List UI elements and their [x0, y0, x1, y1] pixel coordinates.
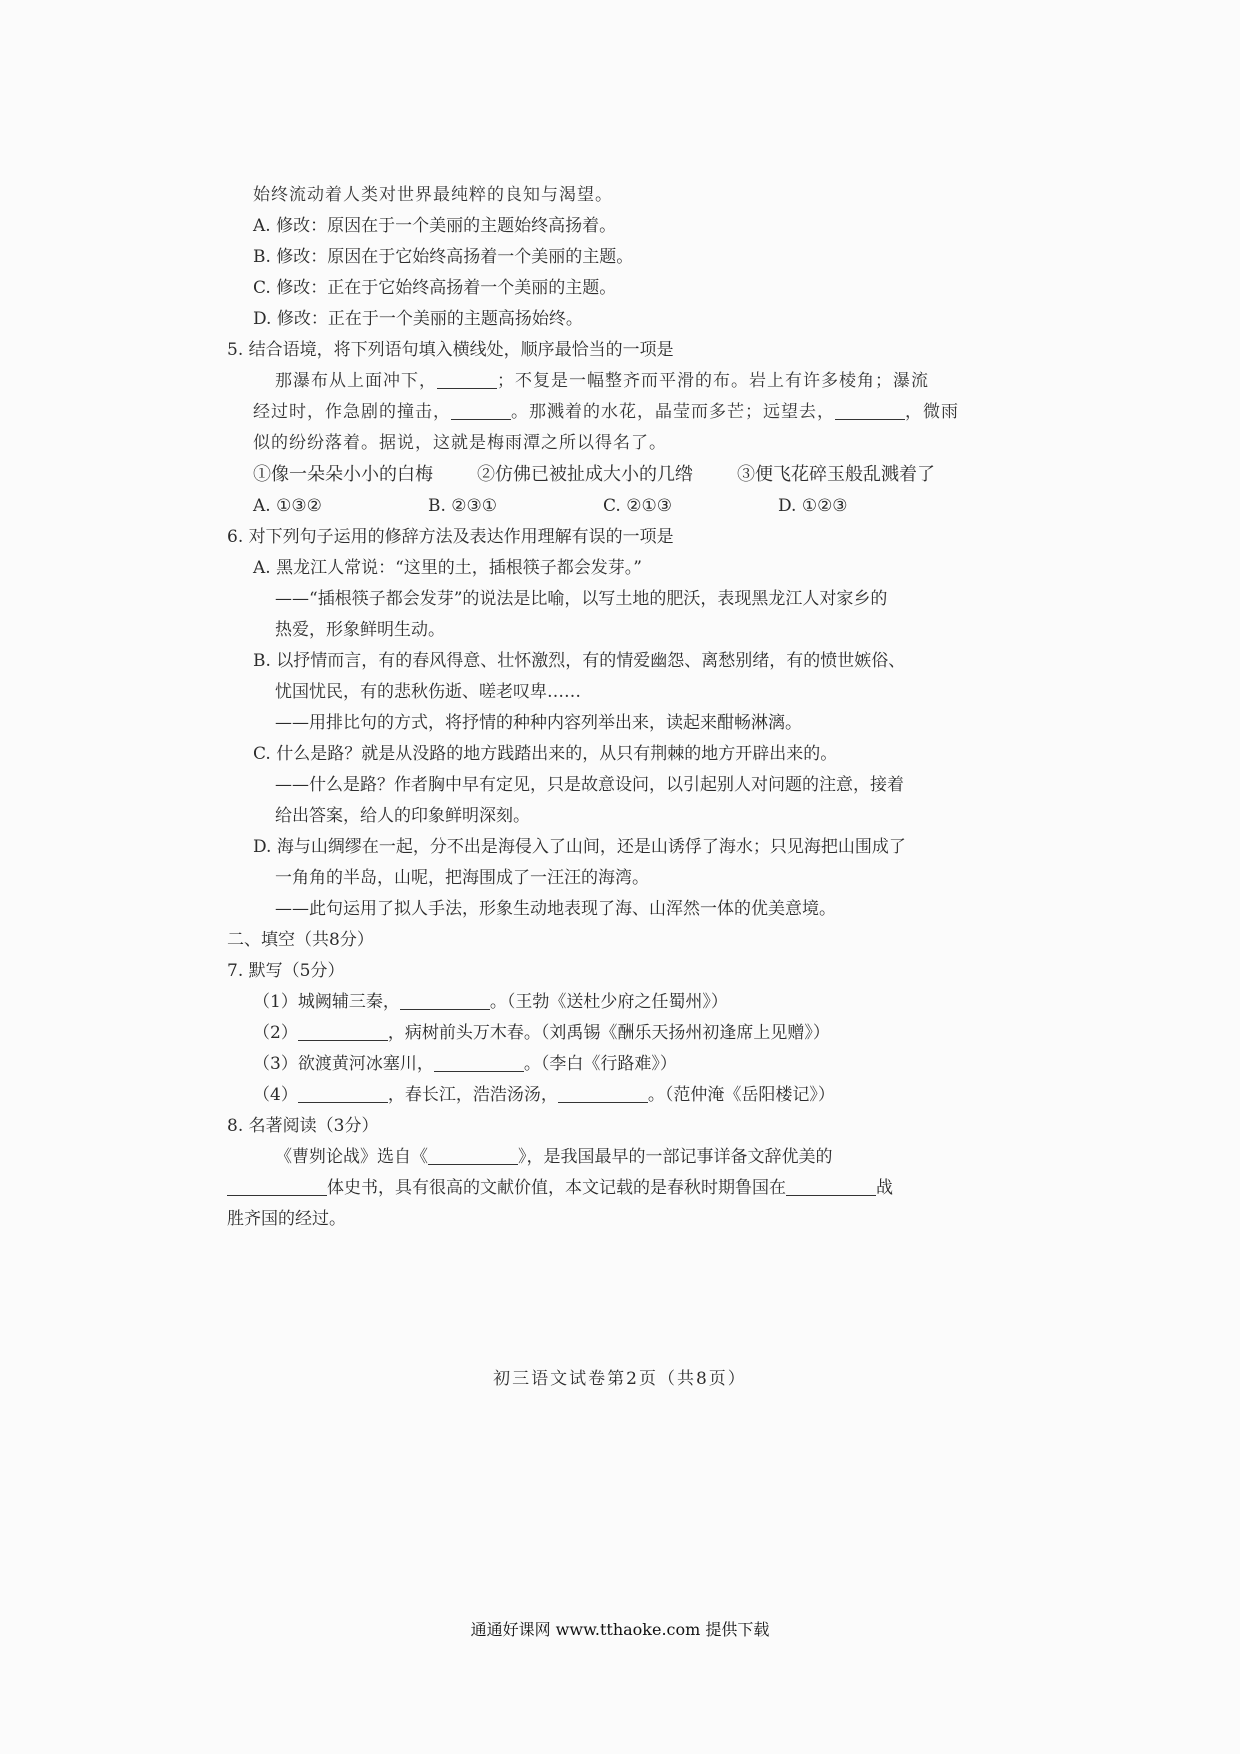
q5-phrase-3: ③便飞花碎玉般乱溅着了 — [737, 464, 935, 485]
q5-passage-text: 经过时，作急剧的撞击， — [253, 402, 451, 422]
q6-c-explain: ——什么是路？作者胸中早有定见，只是故意设问，以引起别人对问题的注意，接着 — [275, 775, 904, 795]
q8-text: 战 — [876, 1178, 893, 1198]
q7-item-2 — [227, 1018, 1007, 1049]
q6-stem: 6. 对下列句子运用的修辞方法及表达作用理解有误的一项是 — [227, 527, 674, 547]
q5-passage-line2 — [227, 397, 1007, 428]
q6-b-sentence: B. 以抒情而言，有的春风得意、壮怀激烈，有的情爱幽怨、离愁别绪，有的愤世嫉俗、 — [253, 651, 906, 671]
page-number-footer: 初三语文试卷第2页（共8页） — [493, 1369, 747, 1389]
q6-c-sentence: C. 什么是路？就是从没路的地方践踏出来的，从只有荆棘的地方开辟出来的。 — [253, 744, 838, 764]
q6-d-explain: ——此句运用了拟人手法，形象生动地表现了海、山浑然一体的优美意境。 — [275, 899, 836, 919]
q8-blank-1 — [428, 1144, 518, 1165]
q7-text: （2） — [253, 1023, 298, 1043]
q7-text: （4） — [253, 1085, 298, 1105]
q6-a-explain-cont: 热爱，形象鲜明生动。 — [275, 620, 445, 640]
q5-choice-d: D. ①②③ — [778, 496, 848, 516]
q6-b-explain: ——用排比句的方式，将抒情的种种内容列举出来，读起来酣畅淋漓。 — [275, 713, 802, 733]
q8-text: 》，是我国最早的一部记事详备文辞优美的 — [518, 1147, 833, 1167]
q8-line-3: 胜齐国的经过。 — [227, 1209, 346, 1229]
q5-choice-c: C. ②①③ — [603, 496, 672, 516]
q7-blank-3 — [434, 1051, 524, 1072]
q7-item-3 — [227, 1049, 1007, 1080]
q7-text: 。（李白《行路难》） — [523, 1054, 677, 1074]
q5-phrase-2: ②仿佛已被扯成大小的几绺 — [477, 464, 693, 485]
q5-choice-a: A. ①③② — [253, 496, 322, 516]
q8-blank-3 — [786, 1175, 876, 1196]
q8-line-2 — [227, 1173, 1007, 1204]
q5-blank-3 — [835, 399, 905, 420]
q5-phrases — [227, 459, 1007, 491]
q5-passage-text: ，微雨 — [905, 402, 959, 422]
exam-content — [227, 180, 1007, 1235]
q7-text: （1）城阙辅三秦， — [253, 992, 400, 1012]
q8-text: 《曹刿论战》选自《 — [275, 1147, 428, 1167]
q7-text: ，病树前头万木春。（刘禹锡《酬乐天扬州初逢席上见赠》） — [387, 1023, 830, 1043]
q4-option-a: A. 修改：原因在于一个美丽的主题始终高扬着。 — [253, 216, 617, 236]
q5-phrase-1: ①像一朵朵小小的白梅 — [253, 464, 433, 485]
section-2-heading: 二、填空（共8分） — [227, 930, 374, 950]
q8-stem: 8. 名著阅读（3分） — [227, 1116, 379, 1136]
q5-choices — [227, 491, 1007, 522]
q7-blank-2 — [298, 1020, 388, 1041]
q7-text: （3）欲渡黄河冰塞川， — [253, 1054, 434, 1074]
q6-d-sentence: D. 海与山绸缪在一起，分不出是海侵入了山间，还是山诱俘了海水；只见海把山围成了 — [253, 837, 906, 857]
q4-sentence-tail: 始终流动着人类对世界最纯粹的良知与渴望。 — [253, 185, 613, 205]
q6-a-sentence: A. 黑龙江人常说：“这里的土，插根筷子都会发芽。” — [253, 558, 642, 578]
q4-option-b: B. 修改：原因在于它始终高扬着一个美丽的主题。 — [253, 247, 634, 267]
q5-passage-text: 。那溅着的水花，晶莹而多芒；远望去， — [511, 402, 835, 422]
q8-line-1 — [227, 1142, 1007, 1173]
q7-item-4 — [227, 1080, 1007, 1111]
q7-blank-1 — [400, 989, 490, 1010]
q7-item-1 — [227, 987, 1007, 1018]
q5-passage-line3: 似的纷纷落着。据说，这就是梅雨潭之所以得名了。 — [253, 433, 667, 453]
q8-text: 体史书，具有很高的文献价值，本文记载的是春秋时期鲁国在 — [327, 1178, 786, 1198]
q5-passage-line1 — [227, 366, 1007, 397]
q7-text: 。（范仲淹《岳阳楼记》） — [647, 1085, 835, 1105]
q4-option-d: D. 修改：正在于一个美丽的主题高扬始终。 — [253, 309, 583, 329]
q7-blank-4 — [298, 1082, 388, 1103]
q4-option-c: C. 修改：正在于它始终高扬着一个美丽的主题。 — [253, 278, 617, 298]
q6-c-explain-cont: 给出答案，给人的印象鲜明深刻。 — [275, 806, 530, 826]
q5-passage-text: ；不复是一幅整齐而平滑的布。岩上有许多棱角；瀑流 — [497, 371, 929, 391]
q5-choice-b: B. ②③① — [428, 496, 498, 516]
q7-blank-5 — [558, 1082, 648, 1103]
q8-blank-2 — [227, 1175, 327, 1196]
q5-blank-2 — [451, 399, 511, 420]
q5-blank-1 — [437, 368, 497, 389]
q5-passage-text: 那瀑布从上面冲下， — [275, 371, 437, 391]
source-watermark-text: 通通好课网 www.tthaoke.com 提供下载 — [470, 1620, 770, 1639]
q6-d-sentence-cont: 一角角的半岛，山呢，把海围成了一汪汪的海湾。 — [275, 868, 649, 888]
q7-text: ，春长江，浩浩汤汤， — [387, 1085, 558, 1105]
q7-text: 。（王勃《送杜少府之任蜀州》） — [489, 992, 728, 1012]
q6-a-explain: ——“插根筷子都会发芽”的说法是比喻，以写土地的肥沃，表现黑龙江人对家乡的 — [275, 589, 888, 609]
q7-stem: 7. 默写（5分） — [227, 961, 345, 981]
q6-b-sentence-cont: 忧国忧民，有的悲秋伤逝、嗟老叹卑…… — [275, 682, 581, 702]
q5-stem: 5. 结合语境，将下列语句填入横线处，顺序最恰当的一项是 — [227, 340, 674, 360]
